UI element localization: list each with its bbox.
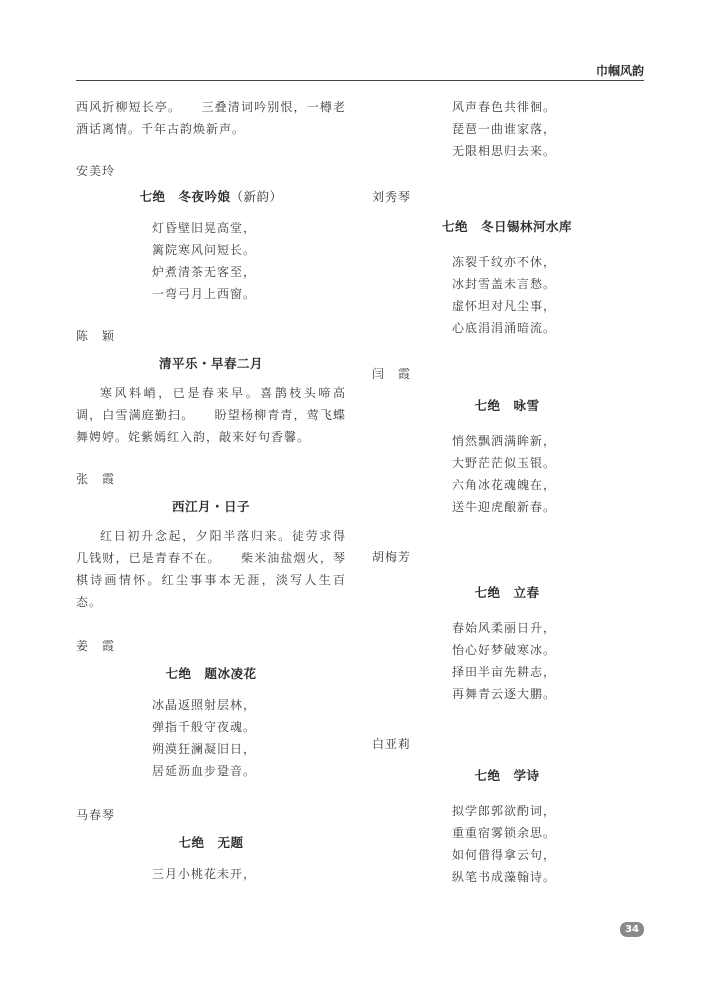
poem-line: 三月小桃花未开，: [152, 867, 257, 881]
poem-line: 灯昏壁旧晃高堂，: [152, 221, 257, 235]
poem-title-sub: （新韵）: [230, 189, 283, 204]
poem-line: 一弯弓月上西窗。: [152, 287, 257, 301]
poem-line: 朔漠狂澜凝旧日，: [152, 742, 257, 756]
poem-lines: [76, 863, 346, 885]
poem-author: 安美玲: [76, 164, 116, 178]
poem-line: 篱院寒风问短长。: [152, 243, 257, 257]
poem-line: 如何借得拿云句，: [452, 848, 557, 862]
poem-title: 清平乐・早春二月: [158, 356, 263, 371]
poem-line: 风声春色共徘徊。: [452, 100, 557, 114]
header-divider: [76, 80, 644, 81]
poem-line: 虚怀坦对凡尘事，: [452, 299, 557, 313]
left-column: [76, 96, 346, 885]
poem-line: 冰封雪盖未言愁。: [452, 277, 557, 291]
poem-line: 拟学郎郭欲酌词，: [452, 804, 557, 818]
section-title: 巾帼风韵: [595, 64, 644, 78]
poem-line: 大野茫茫似玉银。: [452, 456, 557, 470]
poem-title: 七绝 学诗: [474, 768, 540, 783]
poem-lines: [372, 430, 642, 518]
poem-text: 寒风料峭，已是春来早。喜鹊枝头啼高调，白雪满庭勤扫。 盼望杨柳青青，莺飞蝶舞娉婷。姹紫嫣红入韵，敲来好句香馨。: [76, 386, 346, 444]
right-column: [372, 96, 642, 888]
poem-line: 炉煮清茶无客至，: [152, 265, 257, 279]
poem-author: 白亚莉: [372, 737, 412, 751]
poem-line: 择田半亩先耕志，: [452, 665, 557, 679]
poem-title: 西江月・日子: [171, 499, 250, 514]
poem-author: 姜 霞: [76, 639, 116, 653]
poem-title: 七绝 题冰凌花: [165, 666, 257, 681]
poem-title-main: 七绝 冬夜吟娘: [139, 189, 231, 204]
poem-line: 心底涓涓涌暗流。: [452, 321, 557, 335]
poem-line: 冰晶返照射层林，: [152, 698, 257, 712]
poem-title: 七绝 立春: [474, 585, 540, 600]
poem-line: 纵笔书成藻翰诗。: [452, 870, 557, 884]
poem-text: 红日初升念起，夕阳半落归来。徒劳求得几钱财，已是青春不在。 柴米油盐烟火，琴棋诗画情怀。红尘事事本无涯，淡写人生百态。: [76, 529, 346, 609]
poem-author: 陈 颖: [76, 329, 116, 343]
poem-author: 刘秀琴: [372, 190, 412, 204]
poem-line: 春始风柔丽日升，: [452, 621, 557, 635]
poem-lines: [372, 617, 642, 705]
poem-line: 再舞青云逐大鹏。: [452, 687, 557, 701]
poem-author: 闫 霞: [372, 367, 412, 381]
poem-author: 张 霞: [76, 472, 116, 486]
poem-title: 七绝 冬日锡林河水库: [441, 219, 572, 234]
poem-line: 重重宿雾锁余思。: [452, 826, 557, 840]
poem-line: 六角冰花魂魄在，: [452, 478, 557, 492]
poem-line: 无限相思归去来。: [452, 144, 557, 158]
poem-lines: [76, 217, 346, 305]
page-number: 34: [620, 922, 644, 937]
poem-line: 居延沥血步跫音。: [152, 764, 257, 778]
poem-lines: [372, 251, 642, 339]
poem-title: 七绝 咏雪: [474, 398, 540, 413]
poem-line: 送牛迎虎酿新春。: [452, 500, 557, 514]
poem-line: 悄然飘洒满眸新，: [452, 434, 557, 448]
poem-lines: [76, 694, 346, 782]
poem-author: 胡梅芳: [372, 550, 412, 564]
poem-line: 弹指千般守夜魂。: [152, 720, 257, 734]
poem-line: 怡心好梦破寒冰。: [452, 643, 557, 657]
poem-line: 琵琶一曲谁家落，: [452, 122, 557, 136]
poem-author: 马春琴: [76, 808, 116, 822]
poem-title: [76, 187, 346, 205]
continuation-lines: [372, 96, 642, 162]
poem-line: 冻裂千纹亦不休，: [452, 255, 557, 269]
poem-lines: [372, 800, 642, 888]
poem-title: 七绝 无题: [178, 835, 244, 850]
continuation-text: 西风折柳短长亭。 三叠清词吟别恨，一樽老酒话离情。千年古韵焕新声。: [76, 100, 346, 136]
